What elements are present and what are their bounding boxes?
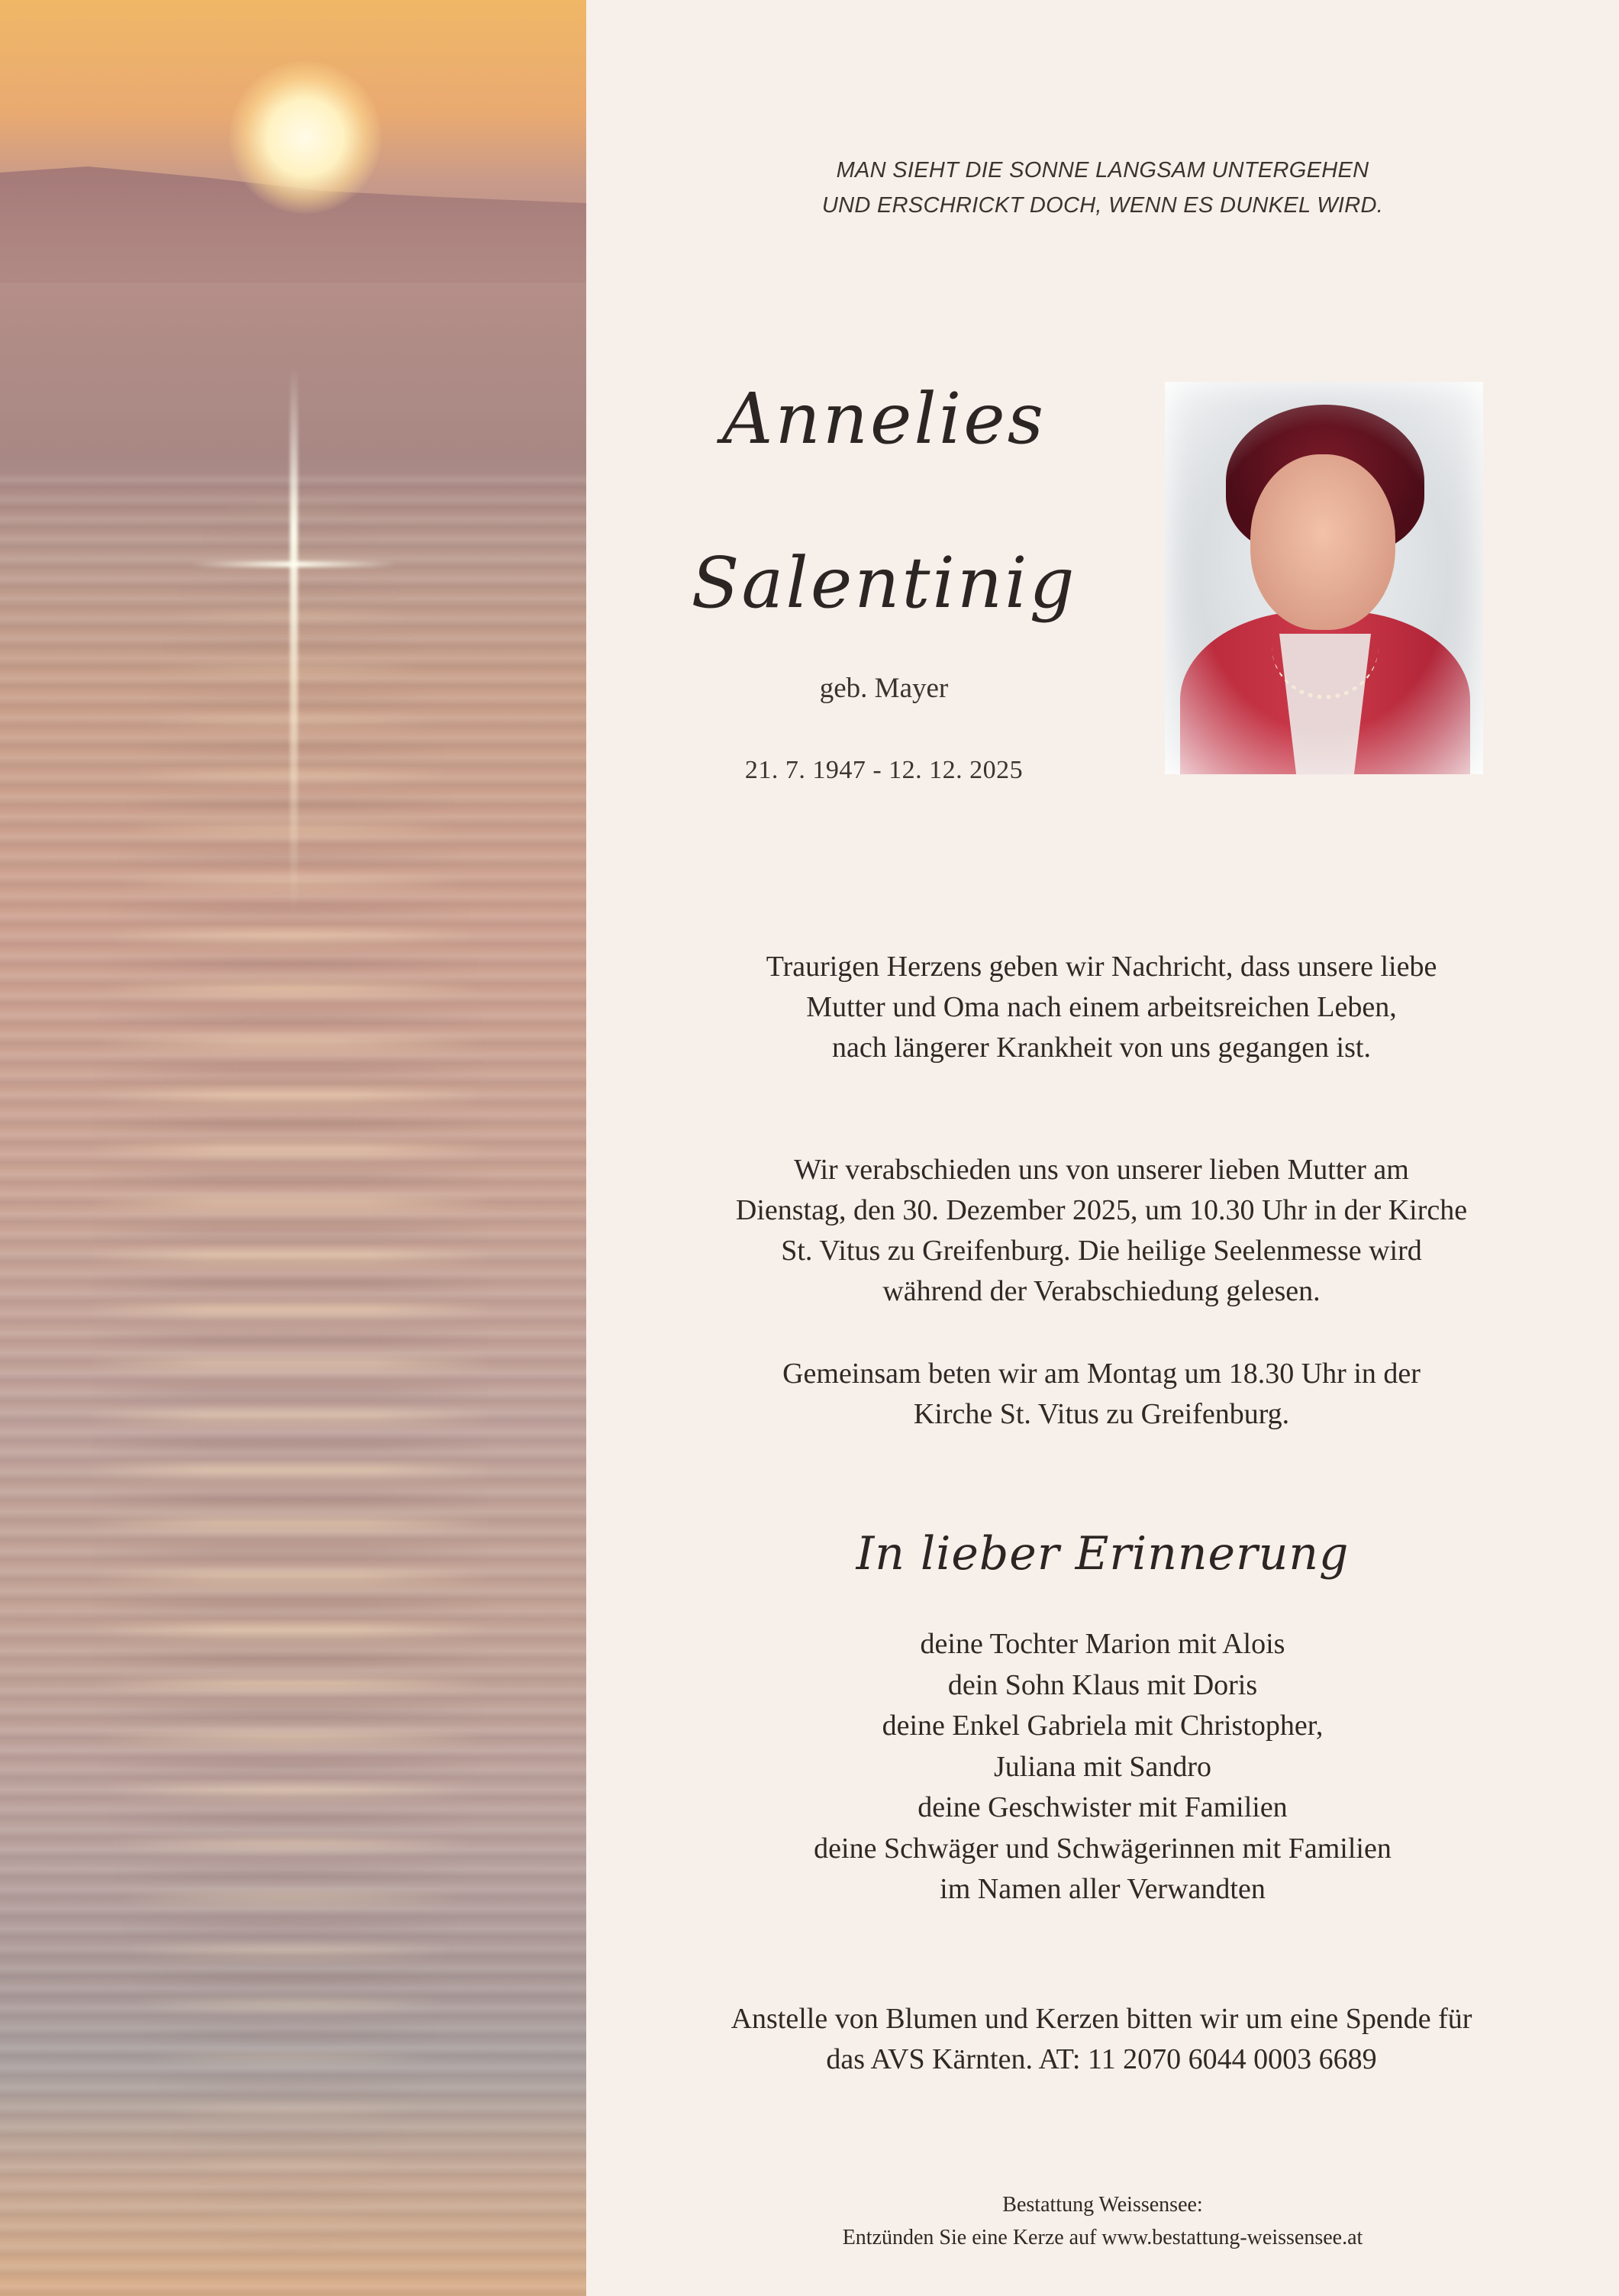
motto-line-2: UND ERSCHRICKT DOCH, WENN ES DUNKEL WIRD.	[821, 193, 1384, 218]
portrait-photo	[1165, 382, 1483, 774]
portrait-vignette	[1165, 382, 1483, 774]
motto	[586, 153, 1619, 223]
farewell-line: während der Verabschiedung gelesen.	[882, 1275, 1321, 1307]
maiden-name: geb. Mayer	[819, 673, 949, 704]
farewell-line: Dienstag, den 30. Dezember 2025, um 10.30 Uhr in der Kirche	[735, 1194, 1468, 1226]
prayer-line: Gemeinsam beten wir am Montag um 18.30 Uhr in der	[782, 1358, 1421, 1390]
light-cross-horizontal	[191, 561, 397, 567]
mourner-item: im Namen aller Verwandten	[940, 1873, 1266, 1905]
prayer-text	[632, 1354, 1571, 1435]
announcement-text	[632, 947, 1571, 1068]
donation-text	[632, 1999, 1571, 2080]
mourner-item: deine Schwäger und Schwägerinnen mit Familien	[814, 1832, 1392, 1865]
candle-link-text[interactable]: Entzünden Sie eine Kerze auf www.bestattung-weissensee.at	[842, 2226, 1363, 2249]
life-dates: 21. 7. 1947 - 12. 12. 2025	[744, 756, 1024, 784]
mourner-item: dein Sohn Klaus mit Doris	[947, 1668, 1258, 1701]
donation-line: Anstelle von Blumen und Kerzen bitten wir um eine Spende für	[730, 2003, 1472, 2035]
announcement-line: Traurigen Herzens geben wir Nachricht, dass unsere liebe	[766, 951, 1437, 983]
obituary-content	[586, 0, 1619, 2296]
farewell-text	[632, 1150, 1571, 1312]
farewell-line: Wir verabschieden uns von unserer lieben Mutter am	[794, 1154, 1409, 1186]
announcement-line: nach längerer Krankheit von uns gegangen ist.	[832, 1032, 1371, 1064]
sun	[229, 61, 382, 214]
motto-line-1: MAN SIEHT DIE SONNE LANGSAM UNTERGEHEN	[836, 158, 1369, 182]
mourner-item: Juliana mit Sandro	[994, 1750, 1211, 1783]
deceased-first-name: Annelies	[722, 378, 1046, 460]
funeral-home-footer	[586, 2188, 1619, 2254]
mourners-list	[586, 1624, 1619, 1910]
prayer-line: Kirche St. Vitus zu Greifenburg.	[913, 1398, 1290, 1430]
mourner-item: deine Geschwister mit Familien	[918, 1791, 1288, 1823]
mourner-item: deine Tochter Marion mit Alois	[920, 1628, 1285, 1660]
deceased-last-name: Salentinig	[691, 542, 1077, 624]
donation-line: das AVS Kärnten. AT: 11 2070 6044 0003 6689	[826, 2043, 1377, 2075]
sunset-sea-photo	[0, 0, 586, 2296]
memory-heading: In lieber Erinnerung	[856, 1527, 1350, 1581]
farewell-line: St. Vitus zu Greifenburg. Die heilige Seelenmesse wird	[781, 1235, 1422, 1267]
funeral-home-name: Bestattung Weissensee:	[1002, 2193, 1203, 2217]
announcement-line: Mutter und Oma nach einem arbeitsreichen Leben,	[806, 991, 1397, 1023]
light-cross-vertical	[290, 367, 298, 916]
mourner-item: deine Enkel Gabriela mit Christopher,	[882, 1710, 1324, 1742]
